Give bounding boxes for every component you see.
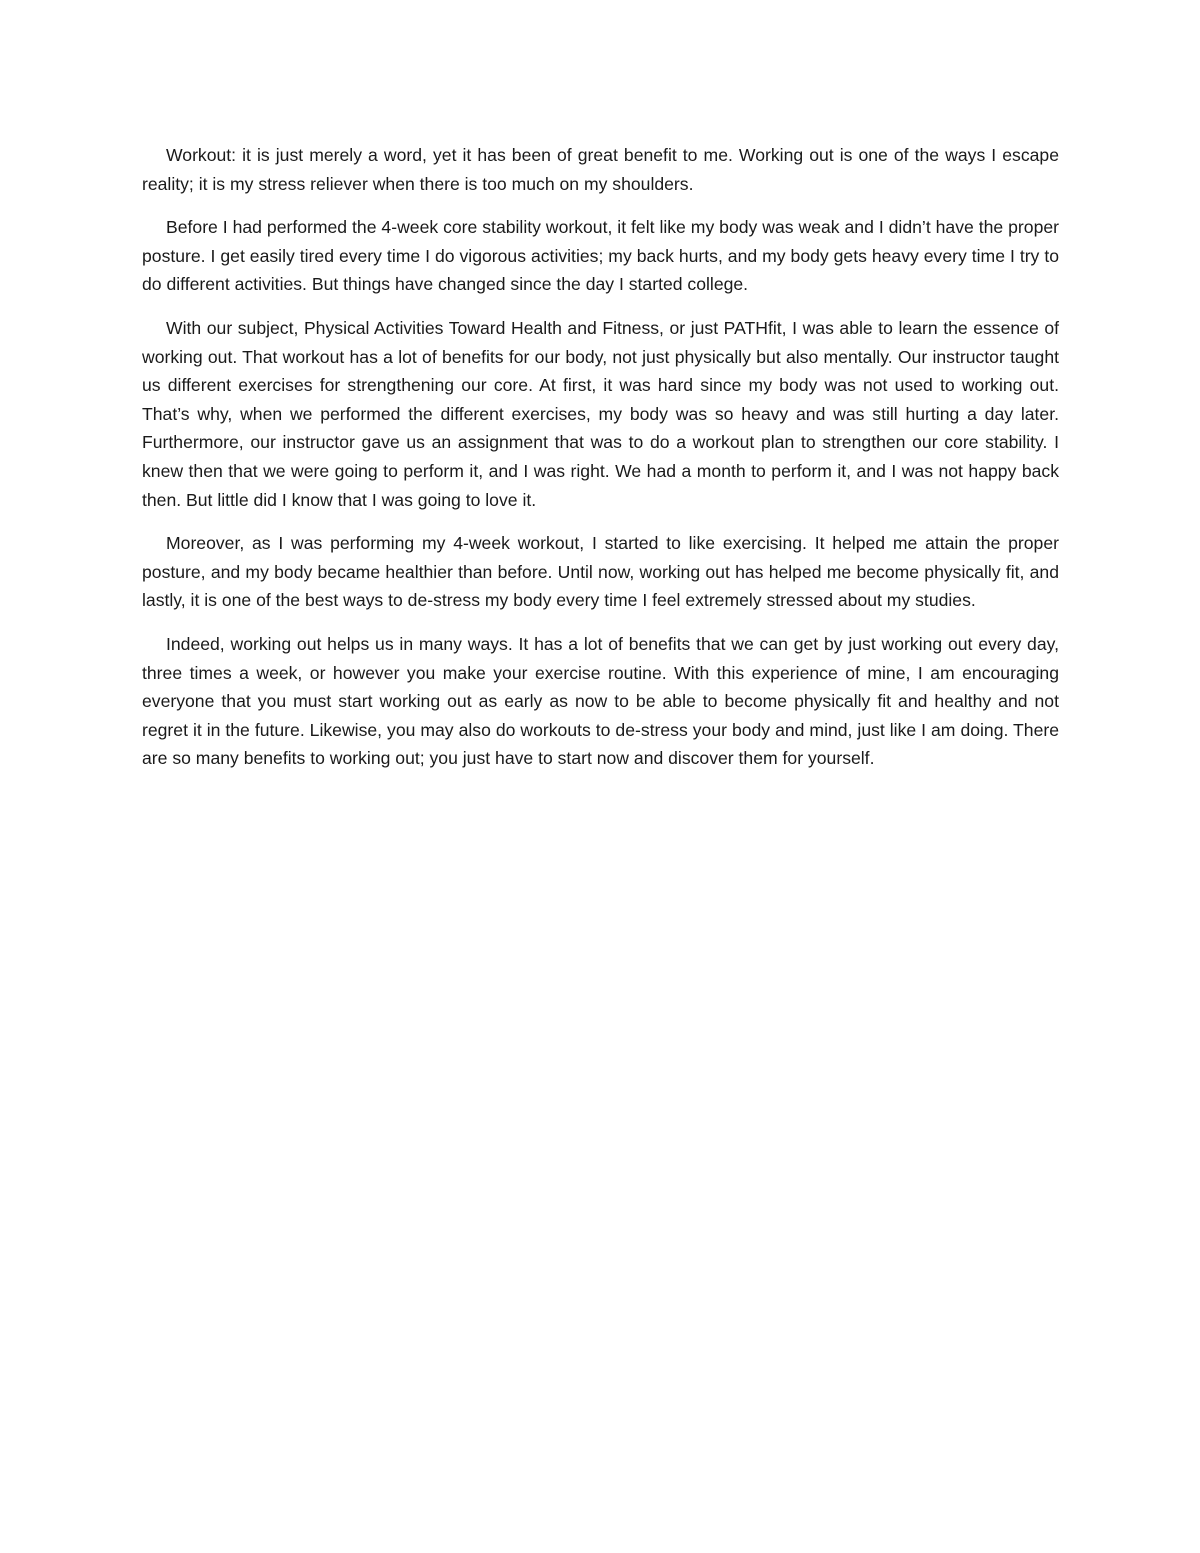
paragraph-1: Workout: it is just merely a word, yet it has been of great benefit to me. Working out is one of the ways I escape reality; it is my stress reliever when there is too much on my shoulders. xyxy=(142,145,1059,194)
paragraph-4: Moreover, as I was performing my 4-week workout, I started to like exercising. It helped me attain the proper posture, and my body became healthier than before. Until now, working out has helped me become physically fit, and lastly, it is one of the best ways to de-stress my body every time I feel extremely stressed about my studies. xyxy=(142,533,1059,611)
paragraph-5: Indeed, working out helps us in many ways. It has a lot of benefits that we can get by just working out every day, three times a week, or however you make your exercise routine. With this experience of mine, I am encouraging everyone that you must start working out as early as now to be able to become physically fit and healthy and not regret it in the future. Likewise, you may also do workouts to de-stress your body and mind, just like I am doing. There are so many benefits to working out; you just have to start now and discover them for yourself. xyxy=(142,633,1059,769)
paragraph-2: Before I had performed the 4-week core stability workout, it felt like my body was weak and I didn’t have the proper posture. I get easily tired every time I do vigorous activities; my back hurts, and my body gets heavy every time I try to do different activities. But things have changed since the day I started college. xyxy=(142,217,1059,295)
essay-body xyxy=(142,141,1059,788)
paragraph-3: With our subject, Physical Activities Toward Health and Fitness, or just PATHfit, I was able to learn the essence of working out. That workout has a lot of benefits for our body, not just physically but also mentally. Our instructor taught us different exercises for strengthening our core. At first, it was hard since my body was not used to working out. That’s why, when we performed the different exercises, my body was so heavy and was still hurting a day later. Furthermore, our instructor gave us an assignment that was to do a workout plan to strengthen our core stability. I knew then that we were going to perform it, and I was right. We had a month to perform it, and I was not happy back then. But little did I know that I was going to love it. xyxy=(142,317,1059,510)
